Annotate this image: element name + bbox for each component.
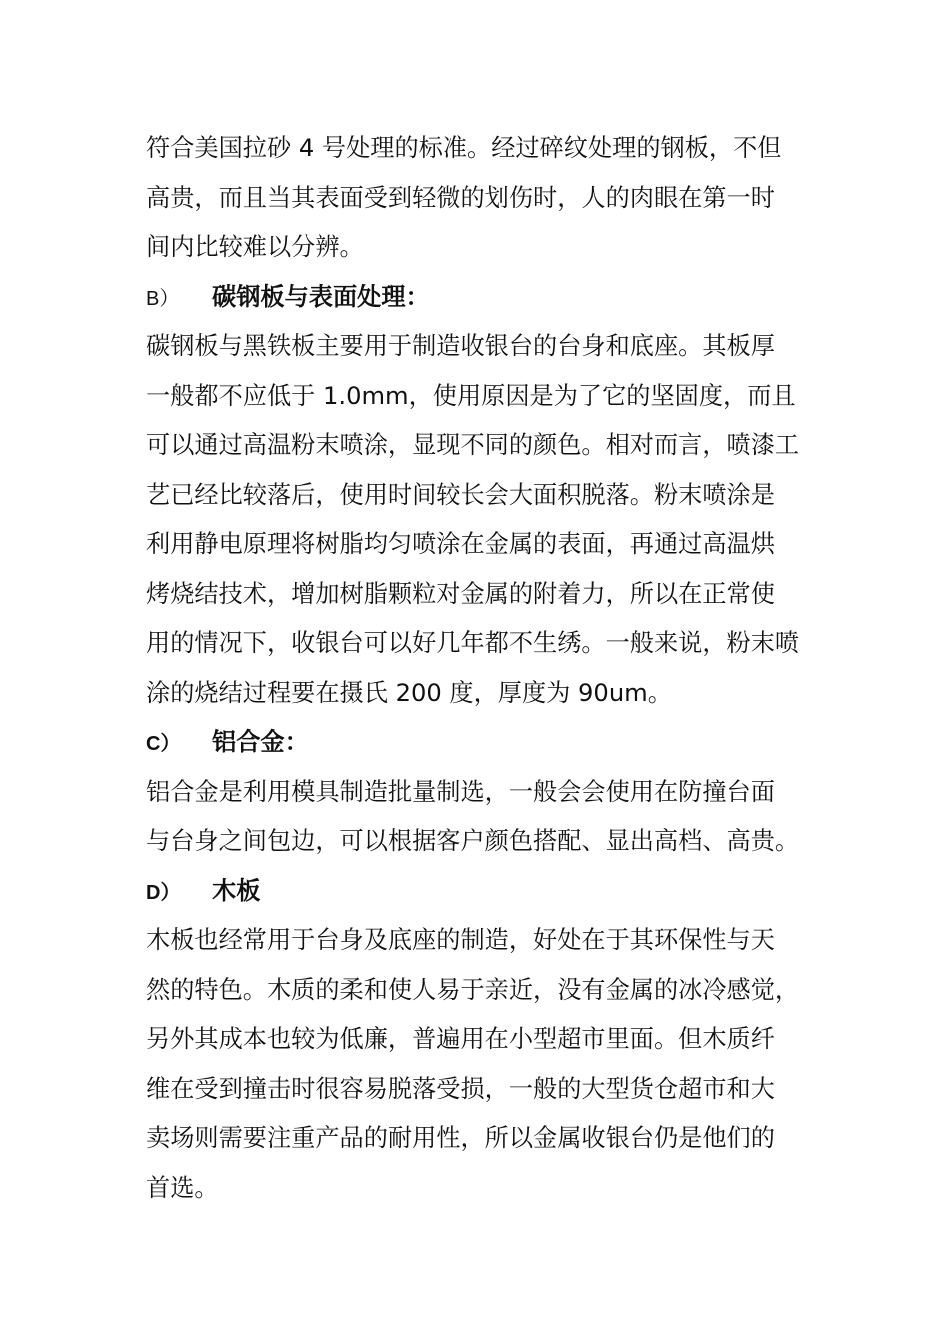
section-b-paragraph bbox=[146, 322, 808, 718]
text-line: 艺已经比较落后，使用时间较长会大面积脱落。粉末喷涂是 bbox=[146, 480, 775, 509]
text-line: 然的特色。木质的柔和使人易于亲近，没有金属的冰冷感觉， bbox=[146, 975, 800, 1004]
section-marker: D） bbox=[146, 881, 181, 904]
section-heading-b bbox=[146, 273, 808, 323]
section-title: 铝合金： bbox=[212, 728, 309, 756]
section-heading-d bbox=[146, 867, 808, 917]
section-title: 碳钢板与表面处理： bbox=[212, 282, 430, 311]
document-page bbox=[146, 124, 808, 1213]
section-title: 木板 bbox=[212, 876, 261, 905]
text-line: 用的情况下，收银台可以好几年都不生绣。一般来说，粉末喷 bbox=[146, 629, 800, 657]
text-line: 可以通过高温粉末喷涂，显现不同的颜色。相对而言，喷漆工 bbox=[146, 431, 800, 459]
section-d-paragraph bbox=[146, 916, 808, 1213]
text-line: 涂的烧结过程要在摄氏 200 度，厚度为 90um。 bbox=[146, 678, 672, 707]
text-line: 首选。 bbox=[146, 1173, 219, 1202]
text-line: 一般都不应低于 1.0mm，使用原因是为了它的坚固度，而且 bbox=[146, 381, 796, 410]
section-heading-c bbox=[146, 718, 808, 768]
text-line: 碳钢板与黑铁板主要用于制造收银台的台身和底座。其板厚 bbox=[146, 332, 775, 360]
intro-paragraph bbox=[146, 124, 808, 273]
text-line: 卖场则需要注重产品的耐用性，所以金属收银台仍是他们的 bbox=[146, 1124, 775, 1152]
text-line: 另外其成本也较为低廉，普遍用在小型超市里面。但木质纤 bbox=[146, 1025, 775, 1053]
text-line: 间内比较难以分辨。 bbox=[146, 233, 364, 261]
text-line: 符合美国拉砂 4 号处理的标准。经过碎纹处理的钢板，不但 bbox=[146, 134, 782, 162]
text-line: 铝合金是利用模具制造批量制选，一般会会使用在防撞台面 bbox=[146, 777, 775, 806]
section-marker: B） bbox=[146, 287, 180, 310]
text-line: 利用静电原理将树脂均匀喷涂在金属的表面，再通过高温烘 bbox=[146, 530, 775, 558]
section-c-paragraph bbox=[146, 768, 808, 867]
text-line: 木板也经常用于台身及底座的制造，好处在于其环保性与天 bbox=[146, 926, 775, 954]
text-line: 维在受到撞击时很容易脱落受损，一般的大型货仓超市和大 bbox=[146, 1074, 775, 1103]
text-line: 与台身之间包边，可以根据客户颜色搭配、显出高档、高贵。 bbox=[146, 827, 800, 855]
text-line: 烤烧结技术，增加树脂颗粒对金属的附着力，所以在正常使 bbox=[146, 579, 775, 608]
section-marker: C） bbox=[146, 733, 181, 755]
text-line: 高贵，而且当其表面受到轻微的划伤时，人的肉眼在第一时 bbox=[146, 183, 775, 212]
